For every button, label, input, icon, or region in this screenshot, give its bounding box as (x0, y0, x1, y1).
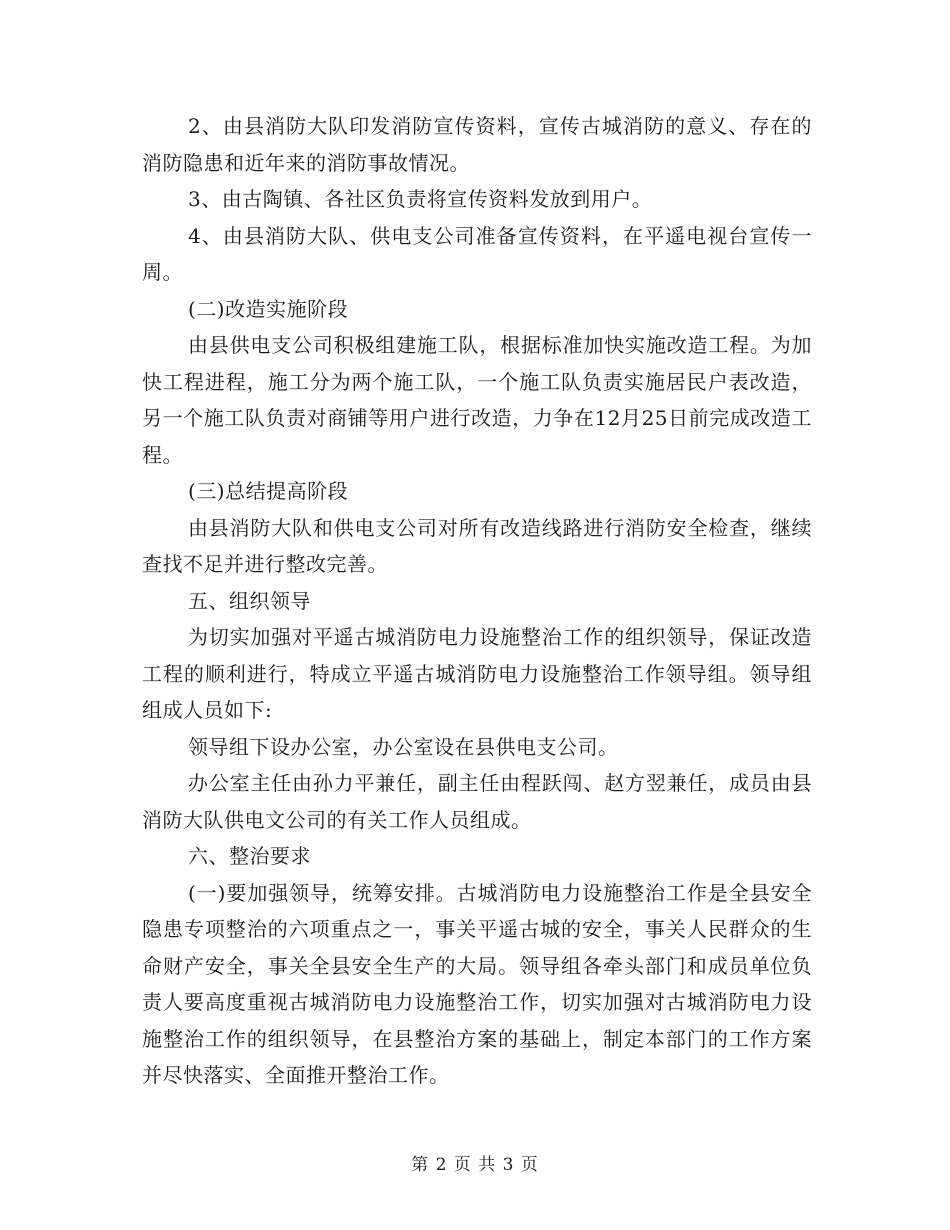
paragraph-requirement-1: (一)要加强领导，统筹安排。古城消防电力设施整治工作是全县安全隐患专项整治的六项重点之一，事关平遥古城的安全，事关人民群众的生命财产安全，事关全县安全生产的大局。领导组各牵头部门和成员单位负责人要高度重视古城消防电力设施整治工作，切实加强对古城消防电力设施整治工作的组织领导，在县整治方案的基础上，制定本部门的工作方案并尽快落实、全面推开整治工作。 (142, 880, 812, 1087)
paragraph-item-4: 4、由县消防大队、供电支公司准备宣传资料，在平遥电视台宣传一周。 (142, 223, 812, 284)
section-heading-requirements: 六、整治要求 (188, 844, 311, 868)
paragraph-item-3: 3、由古陶镇、各社区负责将宣传资料发放到用户。 (188, 187, 653, 211)
section-heading-implementation: (二)改造实施阶段 (188, 296, 349, 321)
page-footer (0, 1150, 950, 1175)
section-heading-organization: 五、组织领导 (188, 588, 311, 613)
paragraph-office: 领导组下设办公室，办公室设在县供电支公司。 (188, 734, 619, 759)
page-number-label: 第 2 页 共 3 页 (411, 1155, 539, 1175)
paragraph-implementation: 由县供电支公司积极组建施工队，根据标准加快实施改造工程。为加快工程进程，施工分为两个施工队，一个施工队负责实施居民户表改造，另一个施工队负责对商铺等用户进行改造，力争在12月25日前完成改造工程。 (142, 333, 812, 467)
paragraph-organization: 为切实加强对平遥古城消防电力设施整治工作的组织领导，保证改造工程的顺利进行，特成立平遥古城消防电力设施整治工作领导组。领导组组成人员如下: (142, 625, 812, 722)
paragraph-item-2: 2、由县消防大队印发消防宣传资料，宣传古城消防的意义、存在的消防隐患和近年来的消防事故情况。 (142, 114, 812, 175)
document-body (142, 108, 812, 1094)
paragraph-summary: 由县消防大队和供电支公司对所有改造线路进行消防安全检查，继续查找不足并进行整改完善。 (142, 515, 812, 576)
section-heading-summary: (三)总结提高阶段 (188, 479, 349, 503)
paragraph-office-staff: 办公室主任由孙力平兼任，副主任由程跃闯、赵方翌兼任，成员由县消防大队供电文公司的有关工作人员组成。 (142, 771, 812, 832)
